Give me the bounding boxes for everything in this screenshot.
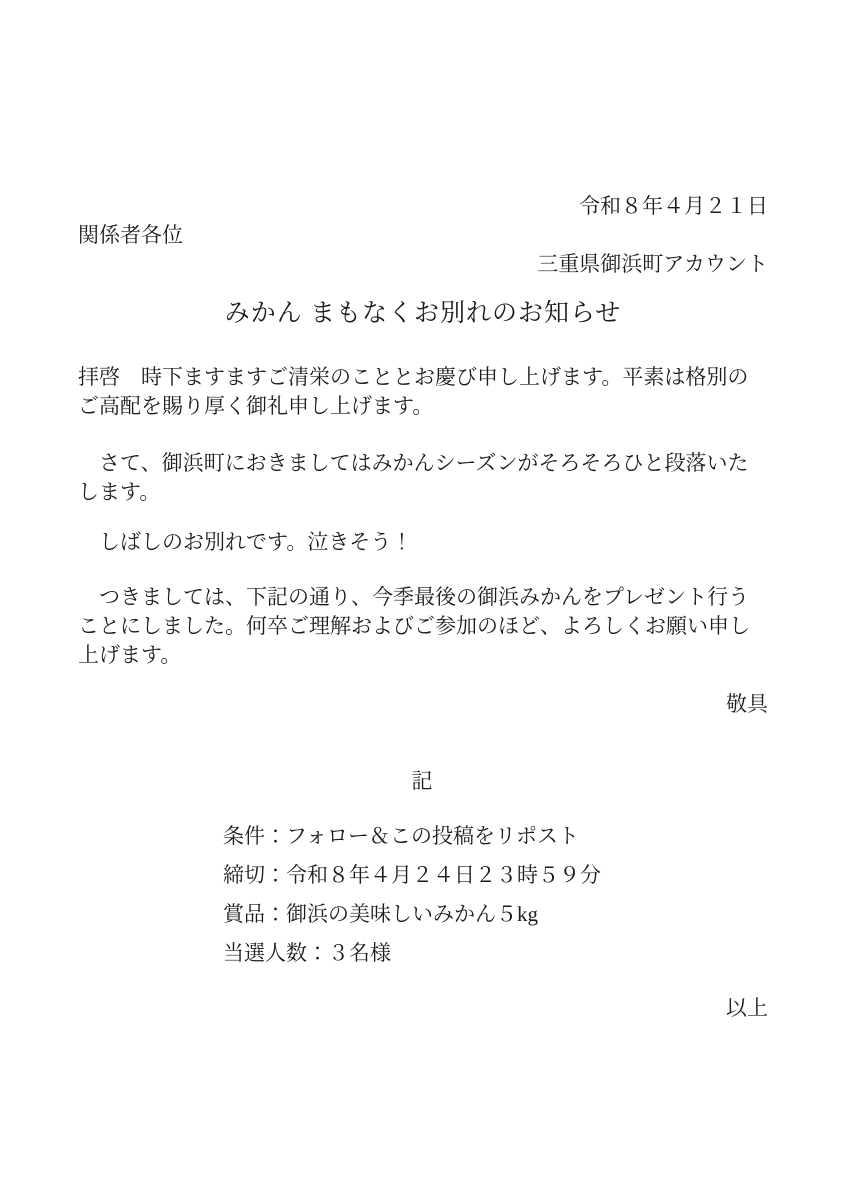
detail-item-deadline: 締切：令和８年４月２４日２３時５９分 [223, 863, 601, 887]
record-marker: 記 [411, 769, 435, 793]
body-paragraph-campaign: つきましては、下記の通り、今季最後の御浜みかんをプレゼント行うことにしました。何卒ご理解およびご参加のほど、よろしくお願い申し上げます。 [78, 585, 750, 667]
addressee: 関係者各位 [78, 223, 183, 247]
detail-item-prize: 賞品：御浜の美味しいみかん５kg [223, 902, 538, 926]
detail-item-condition: 条件：フォロー＆この投稿をリポスト [223, 824, 579, 848]
body-paragraph-greeting: 拝啓 時下ますますご清栄のこととお慶び申し上げます。平素は格別のご高配を賜り厚く御礼申し上げます。 [78, 365, 749, 418]
body-paragraph-season: さて、御浜町におきましてはみかんシーズンがそろそろひと段落いたします。 [78, 451, 749, 504]
detail-item-winners: 当選人数：３名様 [223, 941, 391, 965]
body-paragraph-farewell: しばしのお別れです。泣きそう！ [78, 530, 413, 554]
sender: 三重県御浜町アカウント [537, 252, 768, 276]
closing-salutation: 敬具 [726, 692, 768, 716]
end-marker: 以上 [726, 996, 768, 1020]
detail-list [223, 822, 768, 968]
letter-title: みかん まもなくお別れのお知らせ [224, 300, 622, 327]
date-line: 令和８年４月２１日 [579, 194, 768, 218]
